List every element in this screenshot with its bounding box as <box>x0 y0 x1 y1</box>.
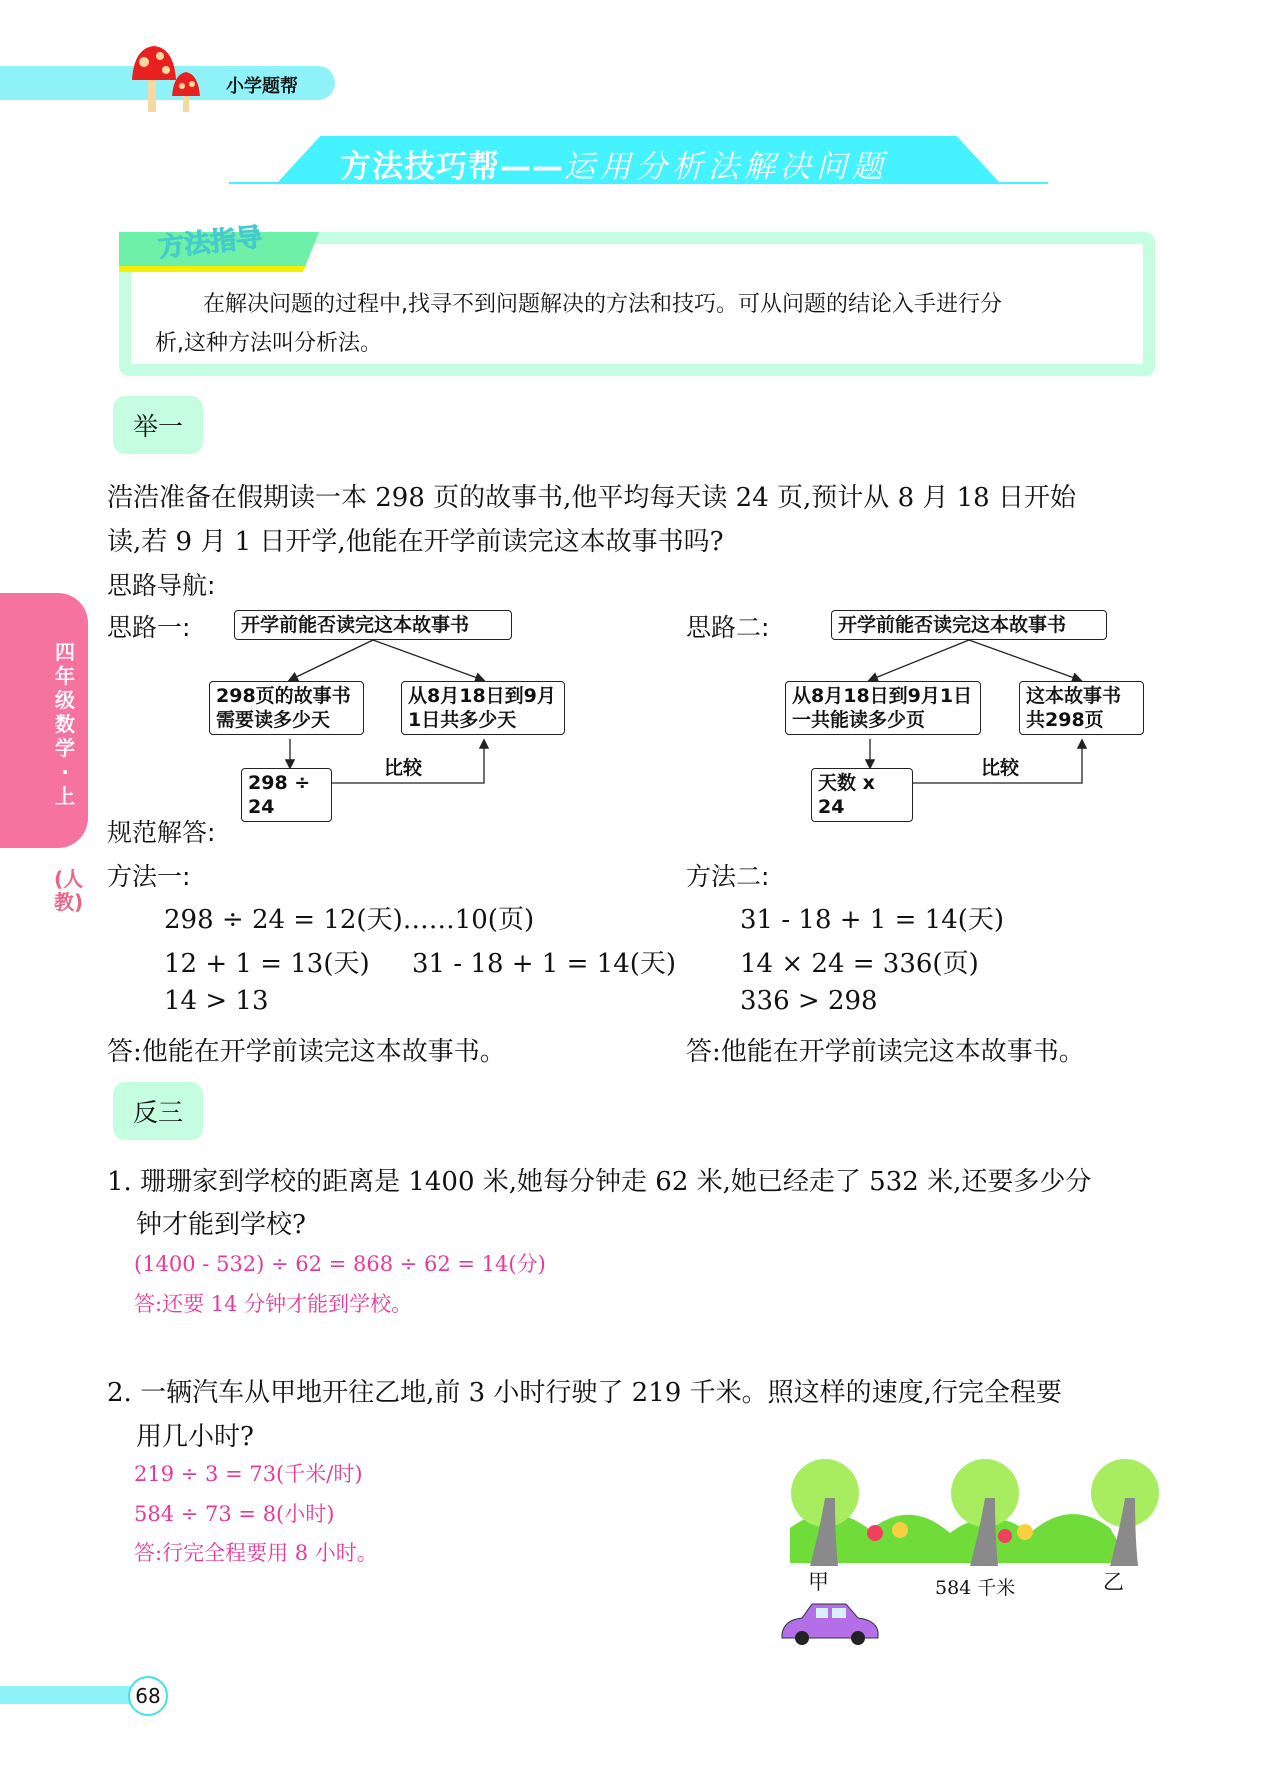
method1-line1: 298 ÷ 24 = 12(天)……10(页) <box>164 905 535 935</box>
q1-answer-calc: (1400 - 532) ÷ 62 = 868 ÷ 62 = 14(分) <box>134 1252 546 1276</box>
method1-line3: 14 > 13 <box>164 986 269 1016</box>
q1-line1: 1. 珊珊家到学校的距离是 1400 米,她每分钟走 62 米,她已经走了 532 米,还要多少分 <box>107 1167 1092 1197</box>
method2-line2: 14 × 24 = 336(页) <box>740 949 979 979</box>
method1-answer: 答:他能在开学前读完这本故事书。 <box>107 1037 506 1067</box>
idea1-left-box: 298页的故事书需要读多少天 <box>209 681 364 735</box>
method1-label: 方法一: <box>107 862 191 891</box>
side-grade-label: 四年级数学·上 <box>55 640 75 808</box>
idea2-top-box: 开学前能否读完这本故事书 <box>831 610 1107 640</box>
car-icon <box>778 1598 883 1648</box>
title-sub: 运用分析法解决问题 <box>564 149 888 185</box>
q2-line1: 2. 一辆汽车从甲地开往乙地,前 3 小时行驶了 219 千米。照这样的速度,行完全程要 <box>107 1378 1062 1408</box>
idea2-label: 思路二: <box>686 613 770 642</box>
q1-answer-text: 答:还要 14 分钟才能到学校。 <box>134 1292 413 1316</box>
problem-line-1: 浩浩准备在假期读一本 298 页的故事书,他平均每天读 24 页,预计从 8 月 18 日开始 <box>107 483 1076 513</box>
example-tag: 举一 <box>113 396 203 454</box>
page-number: 68 <box>128 1676 168 1716</box>
distance-label: 584 千米 <box>935 1577 1016 1599</box>
side-edition-label: (人教) <box>54 867 84 914</box>
idea2-compare: 比较 <box>975 754 1025 782</box>
method1-line2a: 12 + 1 = 13(天) <box>164 949 370 979</box>
method2-label: 方法二: <box>686 862 770 891</box>
idea1-bottom-box: 298 ÷ 24 <box>241 768 332 822</box>
practice-tag: 反三 <box>113 1082 203 1140</box>
q2-answer-3: 答:行完全程要用 8 小时。 <box>134 1541 378 1565</box>
q1-line2: 钟才能到学校? <box>136 1210 306 1240</box>
method-text-2: 析,这种方法叫分析法。 <box>155 331 382 356</box>
method2-line1: 31 - 18 + 1 = 14(天) <box>740 905 1005 935</box>
method1-line2b: 31 - 18 + 1 = 14(天) <box>412 949 677 979</box>
title-main: 方法技巧帮—— <box>340 149 564 185</box>
q2-line2: 用几小时? <box>136 1422 254 1452</box>
idea1-label: 思路一: <box>107 613 191 642</box>
q2-answer-1: 219 ÷ 3 = 73(千米/时) <box>134 1462 363 1486</box>
solution-heading: 规范解答: <box>107 818 216 847</box>
start-point-label: 甲 <box>808 1570 829 1594</box>
idea1-top-box: 开学前能否读完这本故事书 <box>234 610 512 640</box>
idea2-bottom-box: 天数 x 24 <box>811 768 913 822</box>
method2-line3: 336 > 298 <box>740 986 878 1016</box>
idea2-right-box: 这本故事书共298页 <box>1019 681 1144 735</box>
idea1-right-box: 从8月18日到9月1日共多少天 <box>401 681 565 735</box>
brand-label: 小学题帮 <box>226 76 298 97</box>
problem-line-2: 读,若 9 月 1 日开学,他能在开学前读完这本故事书吗? <box>107 527 724 557</box>
method-guide-label: 方法指导 <box>156 222 264 264</box>
nav-heading: 思路导航: <box>107 571 216 600</box>
end-point-label: 乙 <box>1103 1570 1124 1594</box>
idea2-left-box: 从8月18日到9月1日一共能读多少页 <box>785 681 981 735</box>
method2-answer: 答:他能在开学前读完这本故事书。 <box>686 1037 1085 1067</box>
method-text-1: 在解决问题的过程中,找寻不到问题解决的方法和技巧。可从问题的结论入手进行分 <box>203 292 1002 317</box>
q2-answer-2: 584 ÷ 73 = 8(小时) <box>134 1502 335 1526</box>
trees-grass-illustration <box>780 1458 1180 1578</box>
idea1-compare: 比较 <box>378 754 428 782</box>
